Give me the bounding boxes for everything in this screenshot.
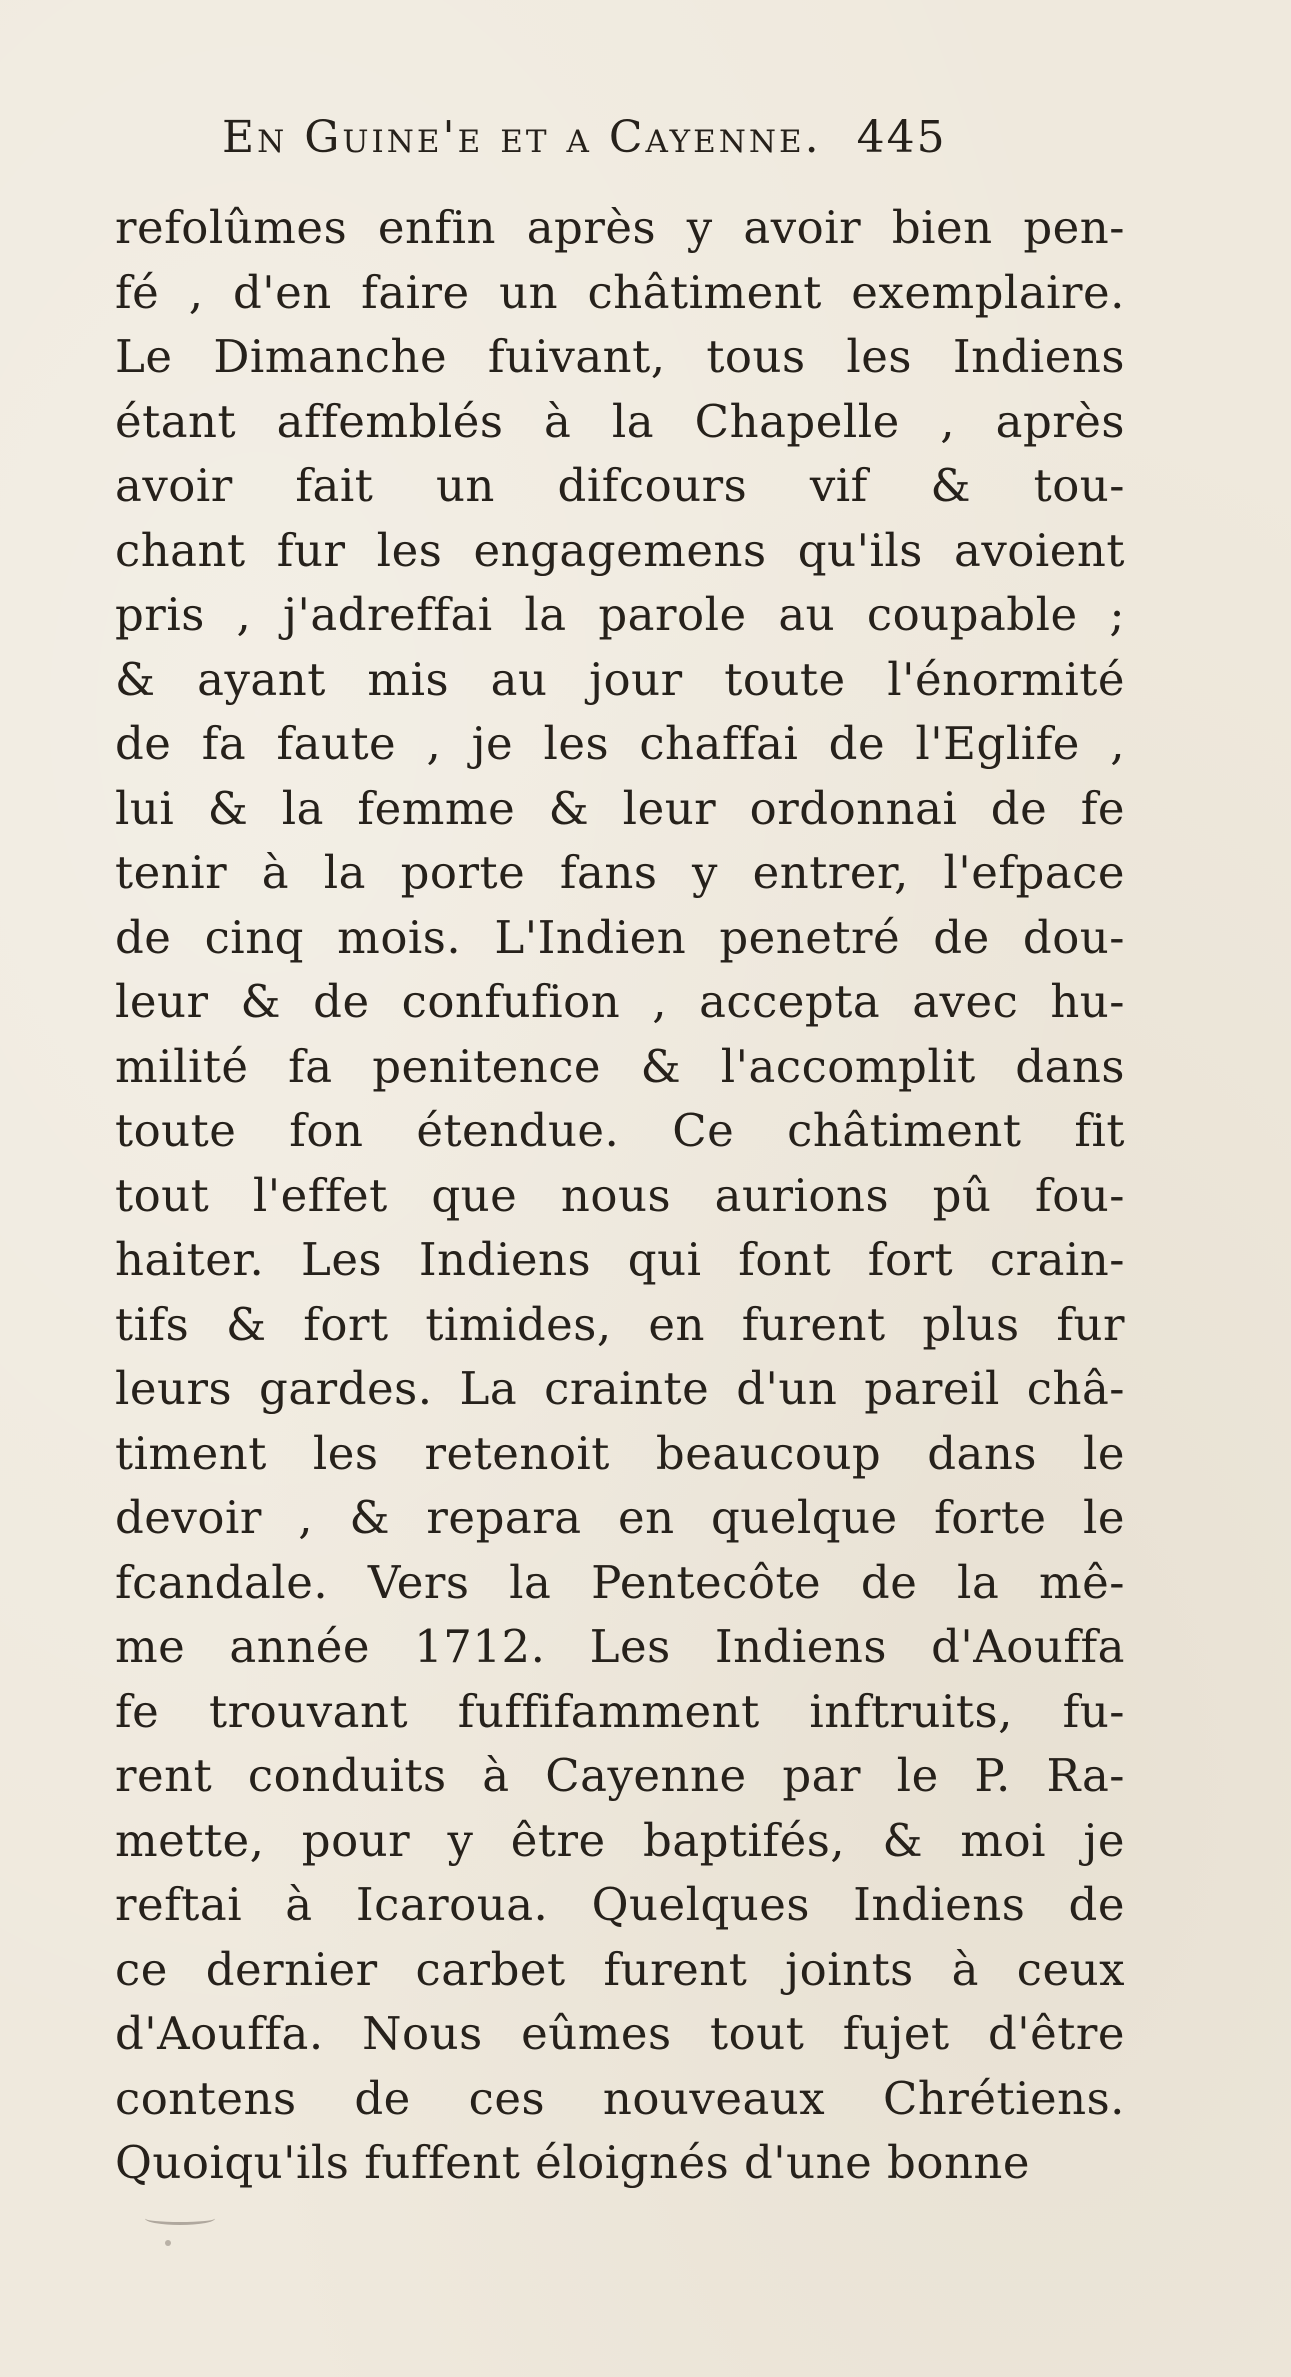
text-line: rent conduits à Cayenne par le P. Ra-: [115, 1749, 1125, 1802]
text-line: toute fon étendue. Ce châtiment fit: [115, 1104, 1125, 1157]
text-line: chant fur les engagemens qu'ils avoient: [115, 523, 1125, 577]
ink-smudge: [145, 2212, 215, 2225]
text-line: fcandale. Vers la Pentecôte de la mê-: [115, 1555, 1125, 1609]
text-line: lui & la femme & leur ordonnai de fe: [115, 781, 1125, 835]
text-line: Le Dimanche fuivant, tous les Indiens: [115, 330, 1125, 383]
running-title: En Guine'e et a Cayenne.: [222, 112, 822, 163]
text-line: d'Aouffa. Nous eûmes tout fujet d'être: [115, 2007, 1125, 2060]
text-line: milité fa penitence & l'accomplit dans: [115, 1039, 1125, 1093]
body-text: [115, 196, 1125, 2196]
text-line: fe trouvant fuffifamment inftruits, fu-: [115, 1684, 1125, 1738]
text-line: fé , d'en faire un châtiment exemplaire.: [115, 265, 1125, 319]
text-line: étant affemblés à la Chapelle , après: [115, 394, 1125, 448]
running-header: [222, 112, 1122, 163]
text-line: tifs & fort timides, en furent plus fur: [115, 1297, 1125, 1351]
text-line: me année 1712. Les Indiens d'Aouffa: [115, 1620, 1125, 1673]
text-line: pris , j'adreffai la parole au coupable ;: [115, 588, 1125, 641]
text-line: refolûmes enfin après y avoir bien pen-: [115, 201, 1125, 254]
text-line: de cinq mois. L'Indien penetré de dou-: [115, 910, 1125, 964]
text-line: leurs gardes. La crainte d'un pareil châ-: [115, 1362, 1125, 1415]
text-line: mette, pour y être baptifés, & moi je: [115, 1813, 1125, 1867]
text-line: timent les retenoit beaucoup dans le: [115, 1426, 1125, 1480]
text-line: contens de ces nouveaux Chrétiens.: [115, 2071, 1125, 2125]
text-line: haiter. Les Indiens qui font fort crain-: [115, 1233, 1125, 1286]
text-line: & ayant mis au jour toute l'énormité: [115, 652, 1125, 706]
page-number: 445: [856, 112, 947, 163]
text-line: tenir à la porte fans y entrer, l'efpace: [115, 846, 1125, 899]
text-line: reftai à Icaroua. Quelques Indiens de: [115, 1878, 1125, 1931]
text-line: tout l'effet que nous aurions pû fou-: [115, 1168, 1125, 1222]
ink-speck: [165, 2240, 171, 2246]
text-line: Quoiqu'ils fuffent éloignés d'une bonne: [115, 2136, 1031, 2189]
text-line: de fa faute , je les chaffai de l'Eglife ,: [115, 717, 1125, 770]
text-line: ce dernier carbet furent joints à ceux: [115, 1942, 1125, 1996]
text-line: leur & de confufion , accepta avec hu-: [115, 975, 1125, 1028]
text-line: devoir , & repara en quelque forte le: [115, 1491, 1125, 1544]
text-line: avoir fait un difcours vif & tou-: [115, 459, 1125, 512]
